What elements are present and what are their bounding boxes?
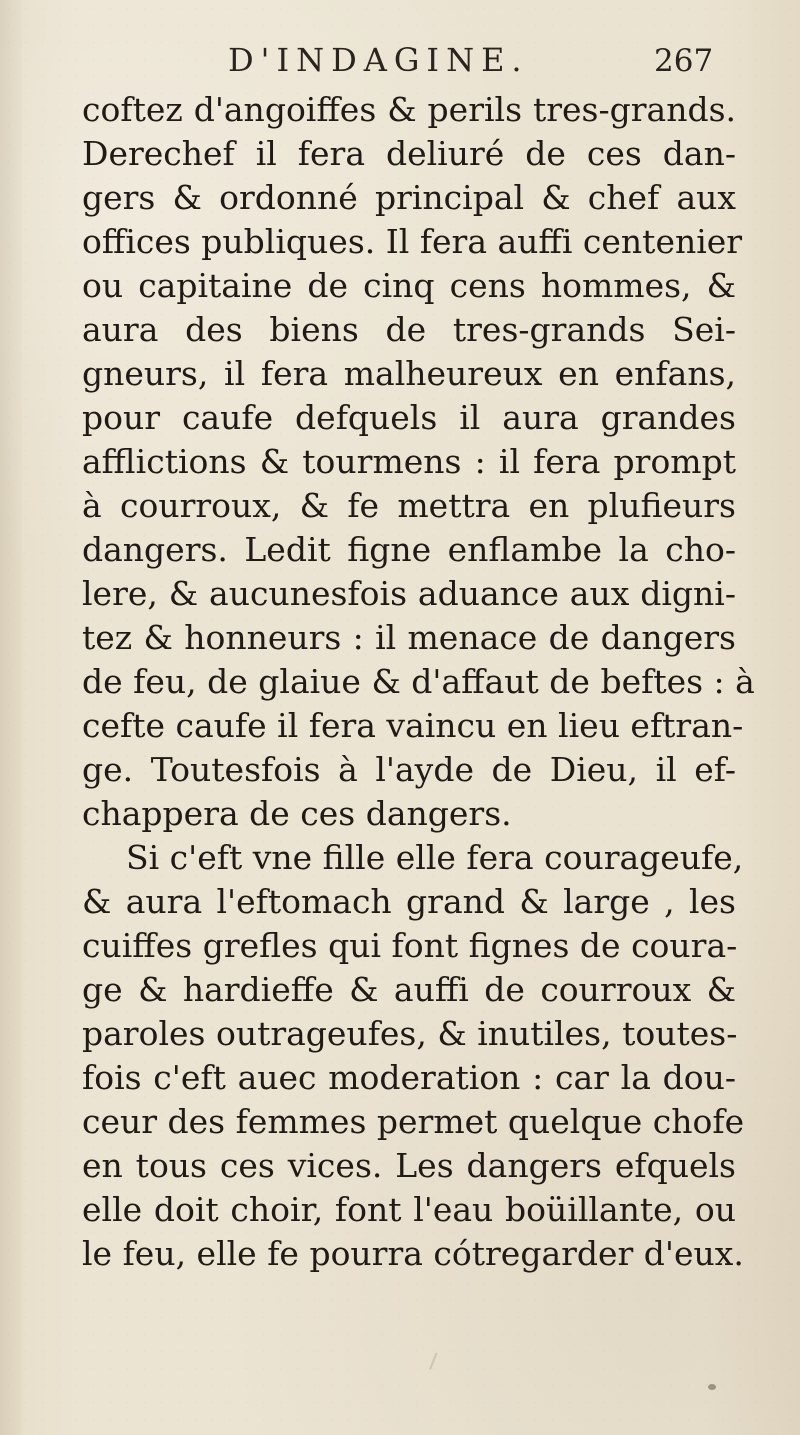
paragraph-start-line: Si c'eft vne fille elle fera courageufe, — [126, 838, 744, 877]
text-line: lere, & aucunesfois aduance aux digni- — [82, 574, 736, 613]
text-line: afflictions & tourmens : il fera prompt — [82, 442, 736, 481]
text-line: ge. Toutesfois à l'ayde de Dieu, il ef- — [82, 750, 736, 789]
text-line: chappera de ces dangers. — [82, 794, 512, 833]
text-line: de feu, de glaiue & d'affaut de beftes : à — [82, 662, 755, 701]
text-line: aura des biens de tres-grands Sei- — [82, 310, 736, 349]
text-line: & aura l'eftomach grand & large , les — [82, 882, 736, 921]
text-line: cuiffes grefles qui font fignes de coura- — [82, 926, 738, 965]
text-line: pour caufe defquels il aura grandes — [82, 398, 736, 437]
running-head: D'INDAGINE. — [228, 41, 529, 79]
page-header — [0, 41, 800, 94]
paper-mark — [429, 1352, 447, 1373]
text-line: le feu, elle fe pourra cótregarder d'eux. — [82, 1234, 744, 1273]
text-line: ou capitaine de cinq cens hommes, & — [82, 266, 736, 305]
text-line: ceur des femmes permet quelque chofe — [82, 1102, 745, 1141]
text-line: Derechef il fera deliuré de ces dan- — [82, 134, 736, 173]
text-line: gers & ordonné principal & chef aux — [82, 178, 736, 217]
body-text — [82, 88, 755, 1276]
page-number: 267 — [654, 43, 714, 79]
text-line: coftez d'angoiffes & perils tres-grands. — [82, 90, 736, 129]
ink-speck — [708, 1384, 716, 1390]
text-line: dangers. Ledit figne enflambe la cho- — [82, 530, 736, 569]
text-line: elle doit choir, font l'eau boüillante, ou — [82, 1190, 736, 1229]
text-line: gneurs, il fera malheureux en enfans, — [82, 354, 736, 393]
text-line: offices publiques. Il fera auffi centenier — [82, 222, 743, 261]
text-line: paroles outrageufes, & inutiles, toutes- — [82, 1014, 738, 1053]
text-line: ge & hardieffe & auffi de courroux & — [82, 970, 736, 1009]
text-line: tez & honneurs : il menace de dangers — [82, 618, 736, 657]
text-line: fois c'eft auec moderation : car la dou- — [82, 1058, 736, 1097]
text-line: à courroux, & fe mettra en plufieurs — [82, 486, 736, 525]
text-line: cefte caufe il fera vaincu en lieu eftran- — [82, 706, 744, 745]
text-line: en tous ces vices. Les dangers efquels — [82, 1146, 736, 1185]
